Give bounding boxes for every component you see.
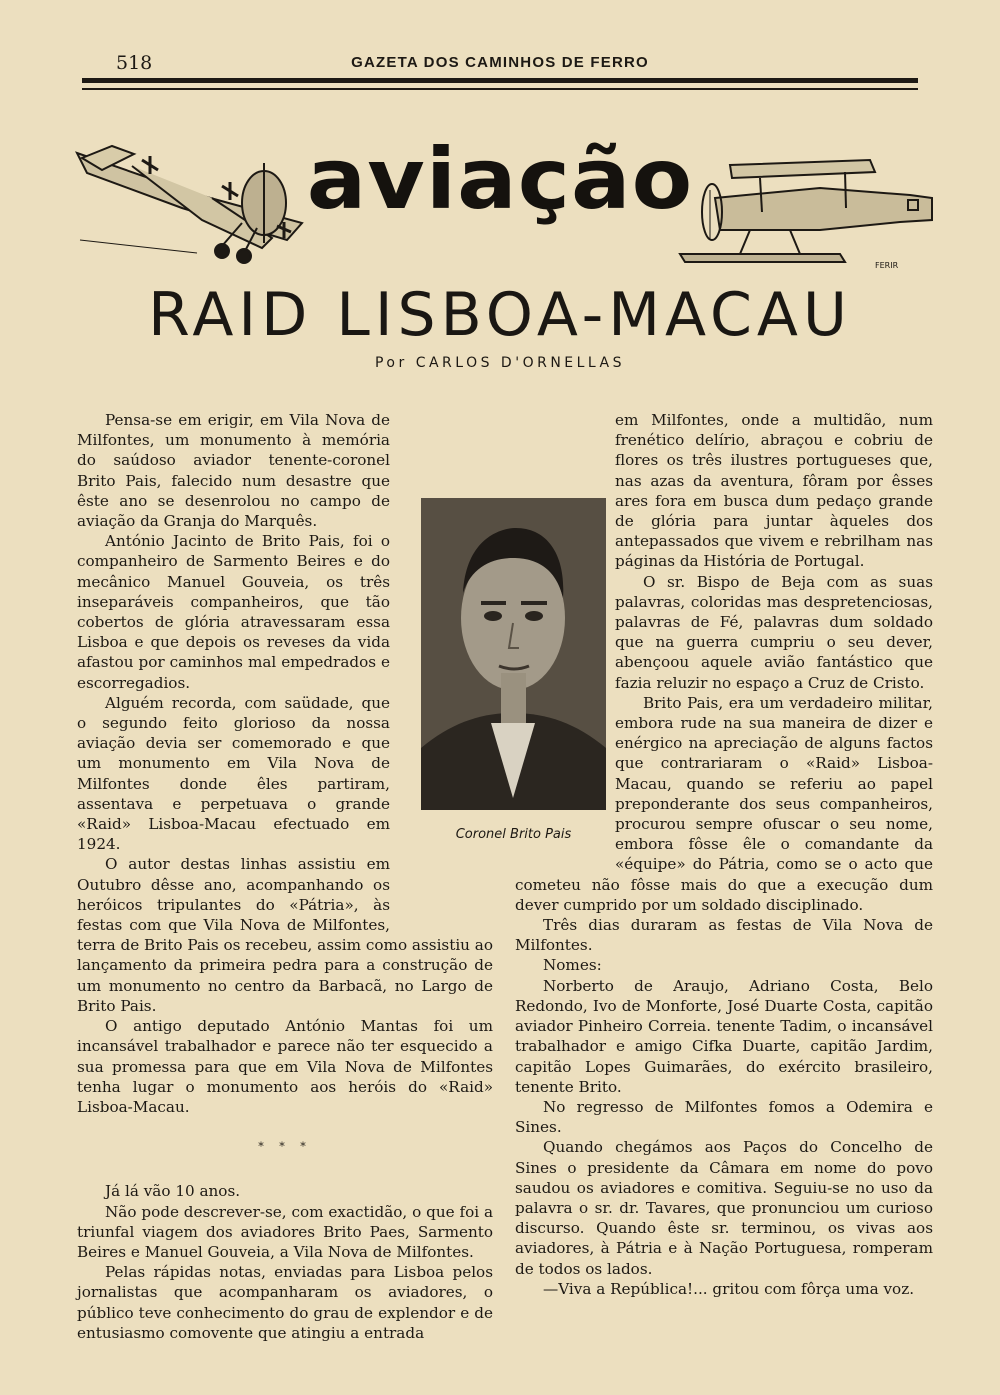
right-paragraph-4: Três dias duraram as festas de Vila Nova de Milfontes. (515, 916, 933, 955)
section-divider-stars: * * * (258, 1140, 312, 1154)
right-paragraph-5: Nomes: (543, 956, 602, 975)
left-paragraph-4: O autor destas linhas assistiu em Outubro dêsse ano, acompanhando os heróicos tripulantes do «Pátria», às festas com que Vila Nova de Milfontes, terra de Brito Pais os recebeu, assim como assistiu ao lançamento da primeira pedra para a construção de um monumento no centro da Barbacã, no Largo de Brito Pais. (77, 855, 493, 1015)
left-paragraph-2: António Jacinto de Brito Pais, foi o companheiro de Sarmento Beires e do mecânico Manuel Gouveia, os três inseparáveis companheiros, que tão cobertos de glória atravessaram essa Lisboa e que depois os reveses da vida afastou por caminhos mal empedrados e escorregadios. (77, 532, 390, 692)
left-column-text (77, 410, 493, 1343)
left-paragraph-3: Alguém recorda, com saüdade, que o segundo feito glorioso da nossa aviação devia ser comemorado e que um monumento em Vila Nova de Milfontes donde êles partiram, assentava e perpetuava o grande «Raid» Lisboa-Macau efectuado em 1924. (77, 693, 390, 854)
left-paragraph-6: Já lá vão 10 anos. (105, 1182, 241, 1201)
right-photo-float (515, 472, 615, 860)
right-paragraph-7: No regresso de Milfontes fomos a Odemira e Sines. (515, 1097, 933, 1137)
page-number: 518 (116, 52, 153, 74)
article-title: RAID LISBOA-MACAU (148, 280, 852, 350)
section-title: aviação (306, 130, 694, 228)
byline: Por CARLOS D'ORNELLAS (374, 355, 626, 371)
left-photo-float (390, 472, 493, 924)
left-paragraph-8: Pelas rápidas notas, enviadas para Lisboa pelos jornalistas que acompanharam os aviadores, o público teve conhecimento do grau de explendor e de entusiasmo comovente que atingiu a entrada (77, 1263, 493, 1342)
right-paragraph-9: —Viva a República!... gritou com fôrça uma voz. (543, 1279, 915, 1298)
left-paragraph-5: O antigo deputado António Mantas foi um incansável trabalhador e parece não ter esquecido a sua promessa para que em Vila Nova de Milfontes tenha lugar o monumento aos heróis do «Raid» Lisboa-Macau. (77, 1017, 493, 1116)
illustration-signature: FERIR (875, 261, 899, 270)
right-paragraph-1: em Milfontes, onde a multidão, num frenético delírio, abraçou e cobriu de flores os três ilustres portugueses que, nas azas da aventura, fôram por êsses ares fora em busca dum pedaço grande de glória para juntar àqueles dos antepassados que vivem e rebrilham nas páginas da História de Portugal. (615, 411, 933, 571)
right-paragraph-6: Norberto de Araujo, Adriano Costa, Belo Redondo, Ivo de Monforte, José Duarte Costa, capitão aviador Pinheiro Correia. tenente Tadim, o incansável trabalhador e amigo Cifka Duarte, capitão Jardim, capitão Lopes Guimarães, do exército brasileiro, tenente Brito. (515, 976, 933, 1096)
left-paragraph-1: Pensa-se em erigir, em Vila Nova de Milfontes, um monumento à memória do saúdoso aviador tenente-coronel Brito Pais, falecido num desastre que êste ano se desenrolou no campo de aviação da Granja do Marquês. (77, 411, 390, 531)
right-column-text (515, 410, 933, 1299)
right-paragraph-2: O sr. Bispo de Beja com as suas palavras, coloridas mas despretenciosas, palavras de Fé, palavras dum soldado que na guerra cumpriu o seu dever, abençoou aquele avião fantástico que fazia reluzir no espaço a Cruz de Cristo. (615, 572, 933, 692)
right-paragraph-8: Quando chegámos aos Paços do Concelho de Sines o presidente da Câmara em nome do povo saudou os aviadores e comitiva. Seguiu-se no uso da palavra o sr. dr. Tavares, que pronunciou um curioso discurso. Quando êste sr. terminou, os vivas aos aviadores, à Pátria e à Nação Portuguesa, romperam de todos os lados. (515, 1138, 933, 1278)
journal-title: GAZETA DOS CAMINHOS DE FERRO (351, 54, 649, 71)
left-paragraph-7: Não pode descrever-se, com exactidão, o que foi a triunfal viagem dos aviadores Brito Paes, Sarmento Beires e Manuel Gouveia, a Vila Nova de Milfontes. (77, 1202, 493, 1261)
photo-caption: Coronel Brito Pais (455, 827, 572, 842)
right-paragraph-3: Brito Pais, era um verdadeiro militar, embora rude na sua maneira de dizer e enérgico na apreciação de alguns factos que contrariaram o «Raid» Lisboa-Macau, quando se referiu ao papel preponderante dos seus companheiros, procurou sempre ofuscar o seu nome, embora fôsse êle o comandante da «équipe» do Pátria, como se o acto que cometeu não fôsse mais do que a execução dum dever cumprido por um soldado disciplinado. (515, 693, 933, 914)
